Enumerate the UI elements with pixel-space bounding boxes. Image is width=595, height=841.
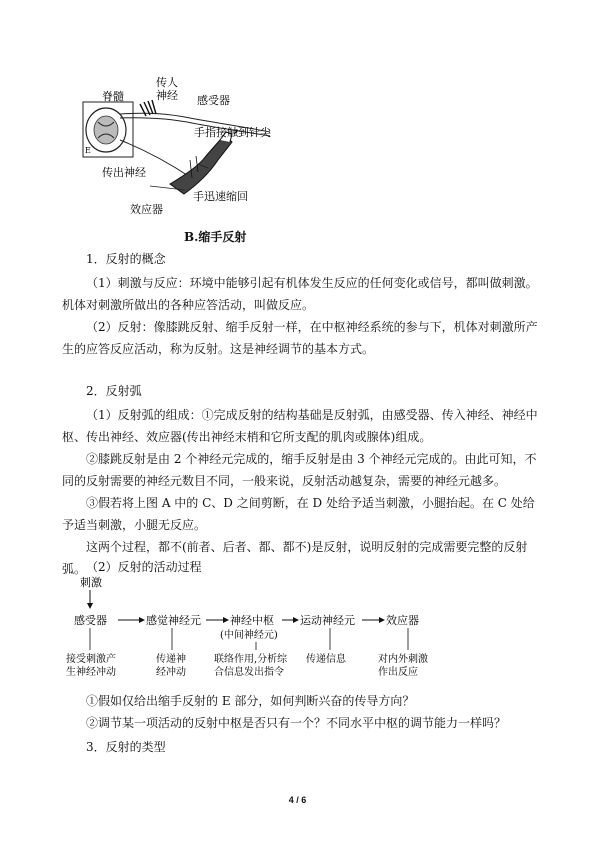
flow-function-2-line-2: 经冲动 — [156, 667, 186, 678]
section-2-heading: 2．反射弧 — [86, 384, 142, 398]
page-number: 4 / 6 — [288, 795, 307, 805]
flow-node-effector: 效应器 — [386, 614, 419, 627]
flow-node-motor-neuron: 运动神经元 — [300, 614, 355, 627]
question-1: ①假如仅给出缩手反射的 E 部分，如何判断兴奋的传导方向？ — [86, 694, 415, 708]
flow-function-2-line-1: 传递神 — [156, 654, 186, 665]
label-e: E — [85, 146, 91, 155]
flow-node-receptor: 感受器 — [74, 614, 107, 627]
label-spinal-cord: 脊髓 — [102, 90, 124, 103]
arm-drawing — [170, 130, 238, 194]
label-finger-touch: 手指接触到针尖 — [194, 126, 271, 139]
flow-node-interneuron: (中间神经元) — [220, 630, 278, 641]
section-2-body — [62, 404, 538, 580]
flow-function-5-line-1: 对内外刺激 — [378, 654, 428, 665]
flow-function-1-line-1: 接受刺激产 — [66, 654, 116, 665]
flow-stimulus: 刺激 — [80, 576, 102, 589]
label-afferent-nerve-1: 传人 — [156, 76, 178, 89]
questions — [62, 690, 538, 734]
section-2-para-2: ②膝跳反射是由 2 个神经元完成的，缩手反射是由 3 个神经元完成的。由此可知，不同的反射需要的神经元数目不同，一般来说，反射活动越复杂，需要的神经元越多。 — [62, 452, 537, 488]
section-2-para-3: ③假若将上图 A 中的 C、D 之间剪断，在 D 处给予适当刺激，小腿抬起。在 C 处给予适当刺激，小腿无反应。 — [62, 496, 535, 532]
section-3-heading: 3．反射的类型 — [86, 740, 166, 754]
question-2: ②调节某一项活动的反射中枢是否只有一个？不同水平中枢的调节能力一样吗？ — [86, 716, 507, 730]
label-hand-retract: 手迅速缩回 — [193, 190, 248, 203]
flow-function-5-line-2: 作出反应 — [378, 667, 418, 678]
section-1-heading: 1．反射的概念 — [86, 252, 166, 266]
figure-caption: B.缩手反射 — [184, 230, 247, 244]
section-1-para-2: （2）反射：像膝跳反射、缩手反射一样，在中枢神经系统的参与下，机体对刺激所产生的应答反应活动，称为反射。这是神经调节的基本方式。 — [62, 320, 538, 356]
section-2-para-1: （1）反射弧的组成：①完成反射的结构基础是反射弧，由感受器、传入神经、神经中枢、传出神经、效应器(传出神经末梢和它所支配的肌肉或腺体)组成。 — [62, 408, 538, 444]
label-afferent-nerve-2: 神经 — [156, 89, 178, 102]
label-receptor: 感受器 — [197, 94, 230, 107]
flow-function-3-line-1: 联络作用,分析综 — [214, 654, 288, 665]
flow-function-1-line-2: 生神经冲动 — [66, 667, 116, 678]
flow-function-3-line-2: 合信息发出指令 — [214, 667, 284, 678]
section-2-para-4: 这两个过程，都不(前者、后者、都、都不)是反射，说明反射的完成需要完整的反射弧。 — [62, 540, 528, 576]
flow-node-sensory-neuron: 感觉神经元 — [146, 614, 201, 627]
flow-function-4-line-1: 传递信息 — [306, 654, 346, 665]
section-1-body — [62, 272, 538, 360]
reflex-diagram — [80, 72, 280, 222]
activity-process-heading: （2）反射的活动过程 — [86, 560, 202, 574]
reflex-flow-diagram — [60, 572, 480, 682]
flow-node-nerve-center: 神经中枢 — [230, 614, 274, 627]
section-1-para-1: （1）刺激与反应：环境中能够引起有机体发生反应的任何变化或信号，都叫做刺激。机体对刺激所做出的各种应答活动，叫做反应。 — [62, 276, 538, 312]
label-effector: 效应器 — [130, 203, 163, 216]
label-efferent-nerve: 传出神经 — [102, 166, 146, 179]
